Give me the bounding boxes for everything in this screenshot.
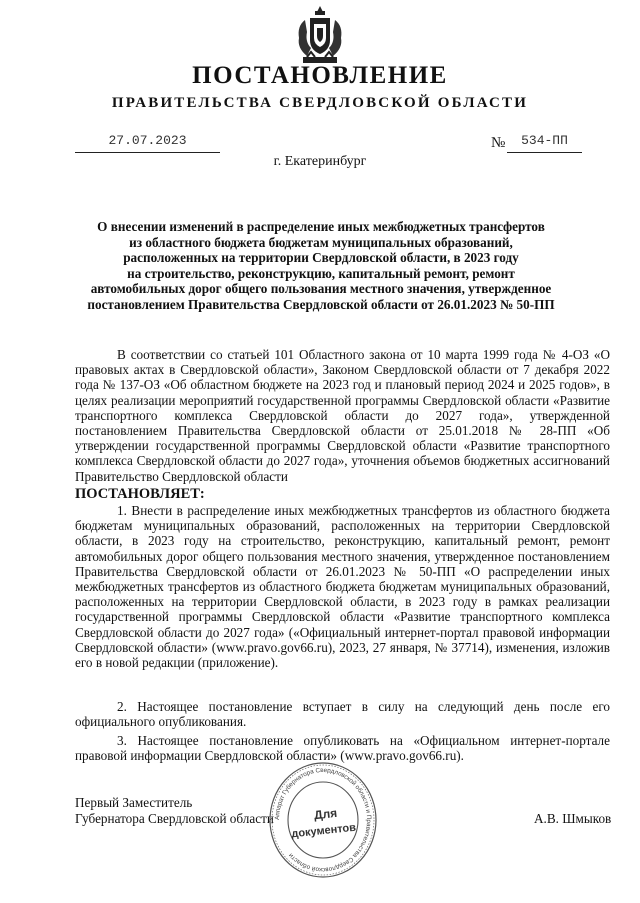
document-title: [56, 219, 586, 312]
city: г. Екатеринбург: [273, 154, 367, 169]
item-1-paragraph: 1. Внести в распределение иных межбюджетных трансфертов из областного бюджета бюджетам муниципальных образований, расположенных на территории Свердловской области, в 2023 году на строительство, реконструкцию, капитальный ремонт, ремонт автомобильных дорог общего пользования местного значения, утвержденное постановлением Правительства Свердловской области от 26.01.2023 № 50-ПП «О распределении иных межбюджетных трансфертов из областного бюджета бюджетам муниципальных образований, расположенных на территории Свердловской области, в 2023 году в рамках реализации государственной программы Свердловской области «Развитие транспортного комплекса Свердловской области до 2027 года» («Официальный интернет-портал правовой информации Свердловской области» (www.pravo.gov66.ru), 2023, 27 января, № 37714), изменения, изложив его в новой редакции (приложение).: [75, 503, 610, 671]
position-line: Губернатора Свердловской области: [75, 811, 274, 826]
title-line: на строительство, реконструкцию, капитальный ремонт, ремонт: [127, 265, 515, 281]
title-line: из областного бюджета бюджетам муниципальных образований,: [129, 234, 513, 250]
signatory-position: [75, 795, 274, 827]
stamp-center-line: документов: [290, 821, 357, 841]
document-type-heading: ПОСТАНОВЛЕНИЕ: [192, 62, 448, 89]
item-3-paragraph: 3. Настоящее постановление опубликовать на «Официальном интернет-портале правовой информации Свердловской области» (www.pravo.gov66.ru).: [75, 733, 610, 764]
number-label: №: [491, 135, 506, 151]
stamp-center-line: Для: [313, 805, 338, 823]
stamp-ring-text: Аппарат Губернатора Свердловской области и Правительства Свердловской области: [273, 766, 373, 874]
title-line: О внесении изменений в распределение иных межбюджетных трансфертов: [97, 219, 545, 234]
document-number: 534-ПП: [507, 133, 582, 153]
title-line: автомобильных дорог общего пользования местного значения, утвержденное: [90, 281, 552, 296]
item-2-paragraph: 2. Настоящее постановление вступает в силу на следующий день после его официального опубликования.: [75, 699, 610, 730]
title-line: расположенных на территории Свердловской области, в 2023 году: [123, 250, 519, 265]
position-line: Первый Заместитель: [75, 795, 193, 810]
title-line: постановлением Правительства Свердловской области от 26.01.2023 № 50-ПП: [87, 296, 555, 312]
document-date: 27.07.2023: [75, 133, 220, 153]
coat-of-arms-emblem: [293, 4, 347, 66]
issuing-authority: ПРАВИТЕЛЬСТВА СВЕРДЛОВСКОЙ ОБЛАСТИ: [111, 95, 529, 111]
official-stamp: [268, 760, 378, 880]
signatory-name: А.В. Шмыков: [534, 811, 612, 826]
preamble-paragraph: В соответствии со статьей 101 Областного закона от 10 марта 1999 года № 4-ОЗ «О правовых актах в Свердловской области», Законом Свердловской области от 7 декабря 2022 года № 137-ОЗ «Об областном бюджете на 2023 год и плановый период 2024 и 2025 годов», в целях реализации мероприятий государственной программы Свердловской области «Развитие транспортного комплекса Свердловской области до 2027 года», утвержденной постановлением Правительства Свердловской области от 25.01.2018 № 28-ПП «Об утверждении государственной программы Свердловской области «Развитие транспортного комплекса Свердловской области до 2027 года», уточнения объемов бюджетных ассигнований Правительство Свердловской области: [75, 347, 610, 484]
resolves-heading: ПОСТАНОВЛЯЕТ:: [75, 486, 205, 502]
